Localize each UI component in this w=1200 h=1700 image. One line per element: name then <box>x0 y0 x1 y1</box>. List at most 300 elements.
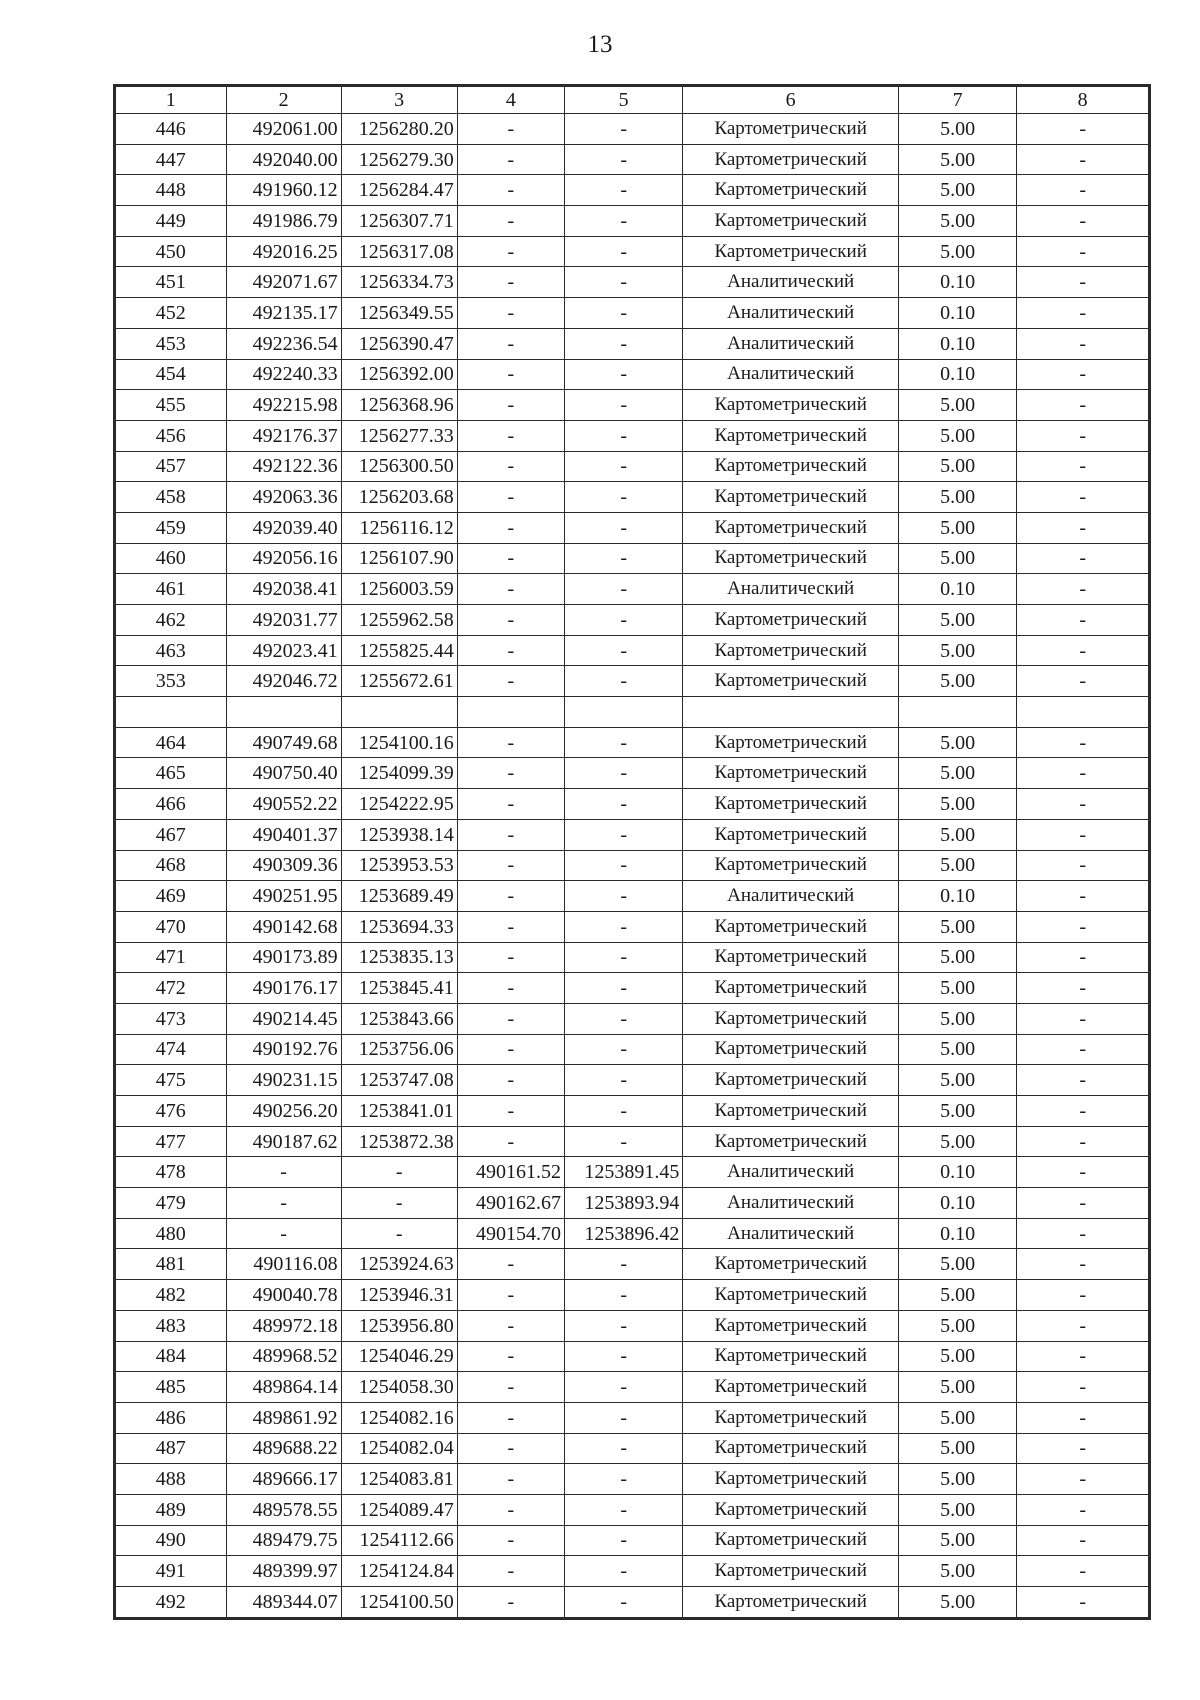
cell-point-number: 471 <box>116 942 227 973</box>
cell-x-coordinate-alt: - <box>457 574 564 605</box>
cell-note: - <box>1017 482 1149 513</box>
cell-x-coordinate-alt: - <box>457 1587 564 1618</box>
cell-accuracy: 5.00 <box>899 942 1017 973</box>
cell-method: Картометрический <box>683 390 899 421</box>
cell-x-coordinate: 490749.68 <box>226 727 341 758</box>
cell-accuracy: 5.00 <box>899 236 1017 267</box>
table-row <box>116 1372 1149 1403</box>
cell-x-coordinate: 492040.00 <box>226 144 341 175</box>
table-row <box>116 574 1149 605</box>
cell-x-coordinate-alt: 490161.52 <box>457 1157 564 1188</box>
cell-y-coordinate: 1254082.04 <box>341 1433 457 1464</box>
cell-y-coordinate-alt <box>565 697 683 728</box>
table-row <box>116 881 1149 912</box>
cell-x-coordinate: 492063.36 <box>226 482 341 513</box>
cell-method: Аналитический <box>683 298 899 329</box>
cell-x-coordinate: 490750.40 <box>226 758 341 789</box>
cell-method: Картометрический <box>683 1096 899 1127</box>
column-header-5: 5 <box>565 87 683 114</box>
table-row <box>116 236 1149 267</box>
cell-accuracy: 5.00 <box>899 1464 1017 1495</box>
cell-point-number: 479 <box>116 1188 227 1219</box>
cell-point-number: 472 <box>116 973 227 1004</box>
cell-note: - <box>1017 973 1149 1004</box>
cell-x-coordinate-alt: - <box>457 1310 564 1341</box>
table-row <box>116 942 1149 973</box>
cell-note: - <box>1017 512 1149 543</box>
cell-y-coordinate-alt: - <box>565 850 683 881</box>
table-row <box>116 390 1149 421</box>
cell-y-coordinate: 1254124.84 <box>341 1556 457 1587</box>
cell-y-coordinate-alt: 1253891.45 <box>565 1157 683 1188</box>
cell-method: Картометрический <box>683 206 899 237</box>
cell-y-coordinate: 1253946.31 <box>341 1280 457 1311</box>
cell-y-coordinate-alt: 1253893.94 <box>565 1188 683 1219</box>
cell-y-coordinate: 1256334.73 <box>341 267 457 298</box>
header-row <box>116 87 1149 114</box>
cell-accuracy: 5.00 <box>899 482 1017 513</box>
cell-accuracy: 5.00 <box>899 1587 1017 1618</box>
cell-point-number: 353 <box>116 666 227 697</box>
cell-x-coordinate: 490231.15 <box>226 1065 341 1096</box>
cell-y-coordinate: - <box>341 1188 457 1219</box>
cell-x-coordinate-alt: - <box>457 175 564 206</box>
cell-method: Картометрический <box>683 543 899 574</box>
cell-y-coordinate-alt: - <box>565 1587 683 1618</box>
cell-method: Картометрический <box>683 1341 899 1372</box>
cell-x-coordinate: 489399.97 <box>226 1556 341 1587</box>
cell-method: Картометрический <box>683 605 899 636</box>
cell-method: Картометрический <box>683 1310 899 1341</box>
cell-method: Картометрический <box>683 911 899 942</box>
cell-method: Картометрический <box>683 1065 899 1096</box>
cell-point-number: 483 <box>116 1310 227 1341</box>
cell-method: Картометрический <box>683 114 899 145</box>
cell-y-coordinate: 1253689.49 <box>341 881 457 912</box>
cell-method: Картометрический <box>683 973 899 1004</box>
cell-y-coordinate-alt: - <box>565 942 683 973</box>
cell-x-coordinate: 492039.40 <box>226 512 341 543</box>
cell-y-coordinate: 1254100.16 <box>341 727 457 758</box>
table-row <box>116 1433 1149 1464</box>
cell-y-coordinate: 1253938.14 <box>341 819 457 850</box>
table-row <box>116 206 1149 237</box>
cell-note: - <box>1017 942 1149 973</box>
table-row <box>116 543 1149 574</box>
cell-note: - <box>1017 1587 1149 1618</box>
cell-x-coordinate-alt: - <box>457 1372 564 1403</box>
cell-note: - <box>1017 267 1149 298</box>
cell-point-number: 452 <box>116 298 227 329</box>
cell-y-coordinate-alt: - <box>565 1003 683 1034</box>
table-row <box>116 1494 1149 1525</box>
cell-x-coordinate: 491960.12 <box>226 175 341 206</box>
cell-method: Картометрический <box>683 1433 899 1464</box>
cell-method: Картометрический <box>683 1249 899 1280</box>
cell-method: Картометрический <box>683 420 899 451</box>
table-row <box>116 1310 1149 1341</box>
table-row <box>116 267 1149 298</box>
cell-note: - <box>1017 1494 1149 1525</box>
cell-accuracy <box>899 697 1017 728</box>
cell-method: Картометрический <box>683 789 899 820</box>
cell-accuracy: 0.10 <box>899 1157 1017 1188</box>
cell-point-number: 449 <box>116 206 227 237</box>
cell-point-number: 465 <box>116 758 227 789</box>
cell-accuracy: 5.00 <box>899 451 1017 482</box>
cell-method: Аналитический <box>683 881 899 912</box>
cell-accuracy: 0.10 <box>899 328 1017 359</box>
table-row <box>116 1003 1149 1034</box>
cell-method: Картометрический <box>683 1556 899 1587</box>
cell-point-number: 459 <box>116 512 227 543</box>
cell-accuracy: 5.00 <box>899 175 1017 206</box>
table-row <box>116 1464 1149 1495</box>
cell-point-number: 460 <box>116 543 227 574</box>
cell-x-coordinate-alt: - <box>457 298 564 329</box>
cell-x-coordinate: 491986.79 <box>226 206 341 237</box>
cell-x-coordinate: 489344.07 <box>226 1587 341 1618</box>
cell-x-coordinate: 492046.72 <box>226 666 341 697</box>
table-row <box>116 697 1149 728</box>
cell-accuracy: 5.00 <box>899 1433 1017 1464</box>
cell-y-coordinate: 1253953.53 <box>341 850 457 881</box>
cell-method: Картометрический <box>683 1494 899 1525</box>
cell-note: - <box>1017 1433 1149 1464</box>
cell-method: Аналитический <box>683 328 899 359</box>
cell-accuracy: 5.00 <box>899 1096 1017 1127</box>
cell-x-coordinate-alt <box>457 697 564 728</box>
cell-y-coordinate-alt: - <box>565 390 683 421</box>
cell-x-coordinate-alt: - <box>457 267 564 298</box>
cell-method: Картометрический <box>683 144 899 175</box>
cell-point-number: 467 <box>116 819 227 850</box>
cell-method: Картометрический <box>683 1126 899 1157</box>
cell-point-number: 458 <box>116 482 227 513</box>
cell-point-number: 464 <box>116 727 227 758</box>
cell-note: - <box>1017 635 1149 666</box>
cell-x-coordinate-alt: - <box>457 1280 564 1311</box>
cell-x-coordinate <box>226 697 341 728</box>
cell-accuracy: 5.00 <box>899 1249 1017 1280</box>
cell-x-coordinate: 490214.45 <box>226 1003 341 1034</box>
cell-x-coordinate-alt: - <box>457 1556 564 1587</box>
cell-accuracy: 0.10 <box>899 1218 1017 1249</box>
cell-x-coordinate-alt: - <box>457 1433 564 1464</box>
cell-y-coordinate-alt: - <box>565 512 683 543</box>
cell-y-coordinate-alt: - <box>565 144 683 175</box>
cell-y-coordinate-alt: - <box>565 1433 683 1464</box>
cell-accuracy: 5.00 <box>899 512 1017 543</box>
cell-y-coordinate-alt: - <box>565 267 683 298</box>
cell-accuracy: 5.00 <box>899 390 1017 421</box>
cell-point-number: 486 <box>116 1402 227 1433</box>
table-row <box>116 175 1149 206</box>
cell-y-coordinate: 1256277.33 <box>341 420 457 451</box>
column-header-8: 8 <box>1017 87 1149 114</box>
cell-y-coordinate: 1254089.47 <box>341 1494 457 1525</box>
cell-accuracy: 5.00 <box>899 206 1017 237</box>
cell-y-coordinate: 1255962.58 <box>341 605 457 636</box>
cell-x-coordinate-alt: - <box>457 236 564 267</box>
cell-point-number: 480 <box>116 1218 227 1249</box>
cell-y-coordinate-alt: - <box>565 420 683 451</box>
cell-accuracy: 5.00 <box>899 114 1017 145</box>
table-row <box>116 1096 1149 1127</box>
cell-point-number: 490 <box>116 1525 227 1556</box>
table-row <box>116 1034 1149 1065</box>
cell-x-coordinate: 490142.68 <box>226 911 341 942</box>
table-row <box>116 1280 1149 1311</box>
cell-y-coordinate: 1253841.01 <box>341 1096 457 1127</box>
column-header-4: 4 <box>457 87 564 114</box>
cell-x-coordinate: 492240.33 <box>226 359 341 390</box>
table-row <box>116 1249 1149 1280</box>
cell-note: - <box>1017 850 1149 881</box>
cell-x-coordinate: 492135.17 <box>226 298 341 329</box>
cell-note: - <box>1017 1003 1149 1034</box>
cell-x-coordinate: 489578.55 <box>226 1494 341 1525</box>
cell-x-coordinate-alt: - <box>457 666 564 697</box>
cell-y-coordinate-alt: - <box>565 1402 683 1433</box>
cell-y-coordinate: 1256116.12 <box>341 512 457 543</box>
cell-x-coordinate: 490187.62 <box>226 1126 341 1157</box>
cell-note: - <box>1017 298 1149 329</box>
cell-y-coordinate-alt: - <box>565 1249 683 1280</box>
cell-y-coordinate: 1254058.30 <box>341 1372 457 1403</box>
table-row <box>116 114 1149 145</box>
cell-x-coordinate-alt: - <box>457 973 564 1004</box>
cell-y-coordinate: - <box>341 1218 457 1249</box>
cell-y-coordinate-alt: - <box>565 605 683 636</box>
cell-accuracy: 5.00 <box>899 850 1017 881</box>
cell-point-number: 450 <box>116 236 227 267</box>
cell-method: Картометрический <box>683 451 899 482</box>
table-row <box>116 512 1149 543</box>
table-row <box>116 1341 1149 1372</box>
column-header-7: 7 <box>899 87 1017 114</box>
cell-x-coordinate-alt: - <box>457 482 564 513</box>
cell-note: - <box>1017 789 1149 820</box>
cell-note: - <box>1017 114 1149 145</box>
cell-y-coordinate-alt: - <box>565 635 683 666</box>
cell-note: - <box>1017 390 1149 421</box>
table-row <box>116 1525 1149 1556</box>
table-row <box>116 973 1149 1004</box>
cell-point-number: 489 <box>116 1494 227 1525</box>
cell-accuracy: 5.00 <box>899 819 1017 850</box>
table-body <box>116 114 1149 1618</box>
cell-x-coordinate-alt: - <box>457 114 564 145</box>
cell-x-coordinate-alt: - <box>457 1065 564 1096</box>
cell-y-coordinate: 1256280.20 <box>341 114 457 145</box>
cell-note: - <box>1017 328 1149 359</box>
cell-y-coordinate-alt: - <box>565 758 683 789</box>
cell-y-coordinate: 1253756.06 <box>341 1034 457 1065</box>
cell-note: - <box>1017 1188 1149 1219</box>
cell-y-coordinate: 1253956.80 <box>341 1310 457 1341</box>
cell-y-coordinate-alt: - <box>565 1034 683 1065</box>
cell-x-coordinate: 490401.37 <box>226 819 341 850</box>
cell-accuracy: 0.10 <box>899 298 1017 329</box>
cell-note: - <box>1017 175 1149 206</box>
table-row <box>116 789 1149 820</box>
table-row <box>116 850 1149 881</box>
cell-method: Картометрический <box>683 758 899 789</box>
cell-note: - <box>1017 1280 1149 1311</box>
cell-y-coordinate-alt: - <box>565 1341 683 1372</box>
cell-note: - <box>1017 420 1149 451</box>
cell-y-coordinate: 1254046.29 <box>341 1341 457 1372</box>
cell-method: Картометрический <box>683 1525 899 1556</box>
cell-y-coordinate-alt: - <box>565 359 683 390</box>
cell-note: - <box>1017 1218 1149 1249</box>
table-row <box>116 1402 1149 1433</box>
cell-method: Картометрический <box>683 1464 899 1495</box>
table-row <box>116 1126 1149 1157</box>
cell-accuracy: 5.00 <box>899 1310 1017 1341</box>
cell-note: - <box>1017 1556 1149 1587</box>
cell-y-coordinate: 1255825.44 <box>341 635 457 666</box>
cell-point-number: 482 <box>116 1280 227 1311</box>
cell-accuracy: 5.00 <box>899 605 1017 636</box>
cell-x-coordinate: 490192.76 <box>226 1034 341 1065</box>
cell-y-coordinate-alt: - <box>565 1494 683 1525</box>
column-header-3: 3 <box>341 87 457 114</box>
cell-x-coordinate-alt: - <box>457 1126 564 1157</box>
cell-x-coordinate: 489972.18 <box>226 1310 341 1341</box>
cell-point-number: 474 <box>116 1034 227 1065</box>
cell-x-coordinate-alt: - <box>457 881 564 912</box>
table-row <box>116 1157 1149 1188</box>
cell-x-coordinate-alt: - <box>457 1096 564 1127</box>
cell-method: Аналитический <box>683 267 899 298</box>
cell-accuracy: 5.00 <box>899 1280 1017 1311</box>
cell-y-coordinate-alt: - <box>565 543 683 574</box>
table-row <box>116 482 1149 513</box>
cell-note: - <box>1017 605 1149 636</box>
cell-x-coordinate-alt: - <box>457 359 564 390</box>
cell-point-number: 478 <box>116 1157 227 1188</box>
column-header-2: 2 <box>226 87 341 114</box>
table-row <box>116 635 1149 666</box>
cell-x-coordinate-alt: 490162.67 <box>457 1188 564 1219</box>
cell-x-coordinate-alt: - <box>457 390 564 421</box>
cell-x-coordinate-alt: - <box>457 1249 564 1280</box>
cell-point-number: 446 <box>116 114 227 145</box>
table-row <box>116 1065 1149 1096</box>
cell-y-coordinate-alt: - <box>565 1096 683 1127</box>
cell-note: - <box>1017 727 1149 758</box>
cell-accuracy: 5.00 <box>899 635 1017 666</box>
cell-method: Картометрический <box>683 175 899 206</box>
cell-point-number: 447 <box>116 144 227 175</box>
cell-y-coordinate: 1253694.33 <box>341 911 457 942</box>
cell-y-coordinate-alt: - <box>565 328 683 359</box>
cell-accuracy: 0.10 <box>899 1188 1017 1219</box>
cell-method: Картометрический <box>683 482 899 513</box>
table-header <box>116 87 1149 114</box>
cell-note: - <box>1017 1126 1149 1157</box>
cell-y-coordinate-alt: - <box>565 482 683 513</box>
table-row <box>116 420 1149 451</box>
cell-note: - <box>1017 1402 1149 1433</box>
cell-y-coordinate: 1254082.16 <box>341 1402 457 1433</box>
cell-note: - <box>1017 1310 1149 1341</box>
cell-accuracy: 5.00 <box>899 420 1017 451</box>
cell-x-coordinate: 492023.41 <box>226 635 341 666</box>
cell-y-coordinate: 1254222.95 <box>341 789 457 820</box>
cell-accuracy: 5.00 <box>899 543 1017 574</box>
cell-y-coordinate-alt: - <box>565 1065 683 1096</box>
cell-x-coordinate: 490040.78 <box>226 1280 341 1311</box>
cell-point-number: 451 <box>116 267 227 298</box>
table-row <box>116 359 1149 390</box>
cell-x-coordinate-alt: - <box>457 420 564 451</box>
cell-x-coordinate-alt: - <box>457 206 564 237</box>
cell-point-number: 487 <box>116 1433 227 1464</box>
cell-x-coordinate-alt: - <box>457 635 564 666</box>
cell-point-number: 484 <box>116 1341 227 1372</box>
cell-accuracy: 5.00 <box>899 144 1017 175</box>
cell-x-coordinate: - <box>226 1188 341 1219</box>
cell-note: - <box>1017 758 1149 789</box>
cell-method: Картометрический <box>683 1280 899 1311</box>
cell-x-coordinate: 489666.17 <box>226 1464 341 1495</box>
cell-x-coordinate: 492061.00 <box>226 114 341 145</box>
column-header-1: 1 <box>116 87 227 114</box>
cell-note: - <box>1017 1525 1149 1556</box>
cell-note: - <box>1017 144 1149 175</box>
page-number: 13 <box>587 31 613 58</box>
cell-y-coordinate: 1253843.66 <box>341 1003 457 1034</box>
cell-x-coordinate-alt: - <box>457 911 564 942</box>
cell-x-coordinate: 492236.54 <box>226 328 341 359</box>
cell-x-coordinate: 492215.98 <box>226 390 341 421</box>
cell-point-number: 456 <box>116 420 227 451</box>
cell-y-coordinate-alt: - <box>565 1556 683 1587</box>
table-row <box>116 605 1149 636</box>
cell-method: Картометрический <box>683 666 899 697</box>
cell-note: - <box>1017 1249 1149 1280</box>
cell-x-coordinate: 492056.16 <box>226 543 341 574</box>
cell-y-coordinate: 1253835.13 <box>341 942 457 973</box>
cell-method: Картометрический <box>683 1034 899 1065</box>
cell-note: - <box>1017 451 1149 482</box>
cell-y-coordinate: 1254100.50 <box>341 1587 457 1618</box>
table-row <box>116 328 1149 359</box>
cell-point-number: 488 <box>116 1464 227 1495</box>
cell-y-coordinate-alt: - <box>565 1280 683 1311</box>
cell-x-coordinate: 490309.36 <box>226 850 341 881</box>
cell-method: Картометрический <box>683 1003 899 1034</box>
cell-method: Картометрический <box>683 1402 899 1433</box>
cell-y-coordinate: 1256300.50 <box>341 451 457 482</box>
cell-accuracy: 5.00 <box>899 1003 1017 1034</box>
cell-accuracy: 0.10 <box>899 267 1017 298</box>
cell-y-coordinate: 1253872.38 <box>341 1126 457 1157</box>
cell-point-number: 448 <box>116 175 227 206</box>
coordinates-table <box>115 86 1149 1618</box>
cell-accuracy: 5.00 <box>899 1402 1017 1433</box>
cell-accuracy: 5.00 <box>899 973 1017 1004</box>
cell-point-number: 492 <box>116 1587 227 1618</box>
cell-point-number <box>116 697 227 728</box>
cell-x-coordinate: 490173.89 <box>226 942 341 973</box>
table-row <box>116 666 1149 697</box>
cell-x-coordinate-alt: - <box>457 1464 564 1495</box>
cell-accuracy: 5.00 <box>899 1494 1017 1525</box>
